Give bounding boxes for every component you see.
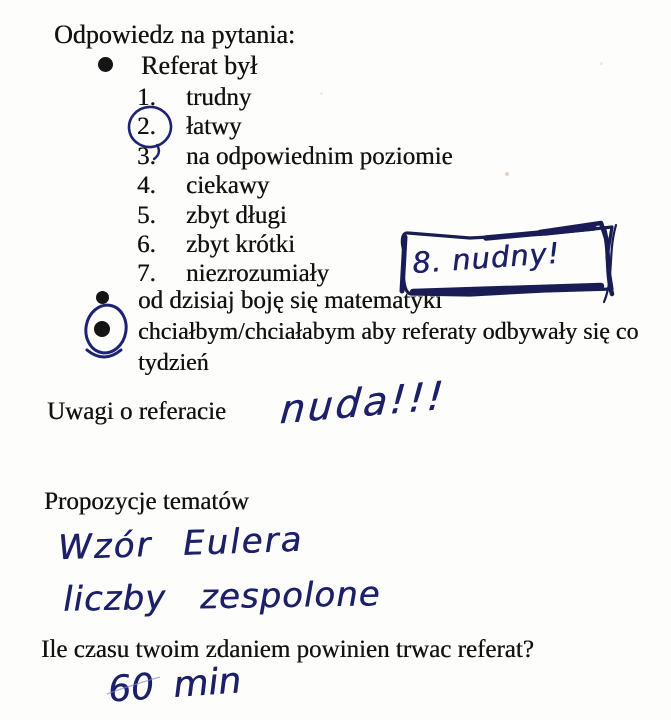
option-row bbox=[137, 260, 453, 289]
option-number: 7. bbox=[137, 260, 156, 288]
option-number: 1. bbox=[137, 84, 156, 111]
bullet-icon bbox=[96, 291, 109, 304]
option-row bbox=[137, 172, 453, 201]
option-text: ciekawy bbox=[186, 172, 270, 200]
scan-speck-icon bbox=[320, 92, 323, 95]
options-list bbox=[137, 84, 453, 290]
handwritten-duration-answer: 60 min bbox=[106, 660, 243, 711]
handwritten-topic-1: Wzór Eulera bbox=[57, 519, 304, 569]
option-text: niezrozumiały bbox=[186, 260, 329, 288]
option-number: 6. bbox=[137, 230, 156, 258]
question-label: Referat był bbox=[141, 51, 258, 80]
handwritten-remark: nuda!!! bbox=[278, 373, 448, 434]
page-title: Odpowiedz na pytania: bbox=[54, 20, 296, 49]
topics-label: Propozycje tematów bbox=[44, 488, 249, 515]
scan-speck-icon bbox=[600, 62, 603, 65]
remarks-label: Uwagi o referacie bbox=[47, 398, 227, 425]
bullet-icon bbox=[94, 321, 110, 337]
duration-question: Ile czasu twoim zdaniem powinien trwac referat? bbox=[41, 636, 534, 663]
option-row bbox=[137, 202, 453, 231]
option-number: 4. bbox=[137, 172, 156, 200]
option-row bbox=[137, 113, 453, 142]
option-row bbox=[137, 231, 453, 260]
scan-speck-icon bbox=[505, 172, 509, 176]
handwritten-boxed-note: 8. nudny! bbox=[410, 235, 562, 281]
extra-bullet-text: od dzisiaj boję się matematyki bbox=[138, 287, 443, 314]
option-row bbox=[137, 84, 453, 113]
handwritten-topic-2: liczby zespolone bbox=[62, 574, 381, 620]
option-text: na odpowiednim poziomie bbox=[186, 142, 453, 170]
option-number: 2. bbox=[137, 113, 156, 141]
option-number: 3. bbox=[137, 142, 156, 170]
extra-bullet-text-circled: chciałbym/chciałabym aby referaty odbywały się co tydzień bbox=[138, 319, 639, 376]
bullet-icon bbox=[98, 57, 113, 72]
option-text: trudny bbox=[186, 84, 252, 111]
option-text: zbyt długi bbox=[186, 201, 287, 229]
option-number: 5. bbox=[137, 201, 156, 229]
option-row bbox=[137, 143, 453, 172]
option-text: zbyt krótki bbox=[186, 230, 296, 258]
option-text: łatwy bbox=[186, 113, 242, 141]
